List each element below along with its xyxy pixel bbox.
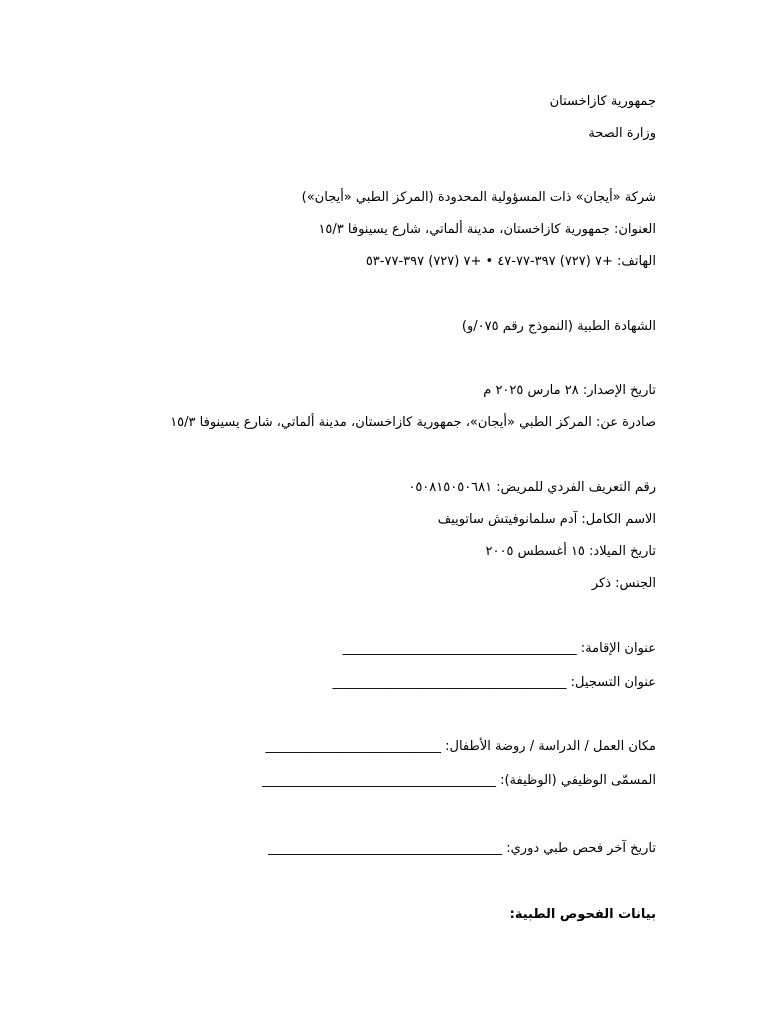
organization-phone: الهاتف: +٧ (٧٢٧) ٣٩٧-٧٧-٤٧ • +٧ (٧٢٧) ٣٩٧-٧٧-٥٣ (365, 254, 656, 269)
patient-birth-date: تاريخ الميلاد: ١٥ أغسطس ٢٠٠٥ (485, 544, 656, 559)
patient-gender: الجنس: ذكر (591, 576, 656, 591)
residence-address-field: عنوان الإقامة: ____________________________________ (342, 641, 656, 656)
workplace-field: مكان العمل / الدراسة / روضة الأطفال: ___________________________ (265, 739, 656, 754)
country-heading: جمهورية كازاخستان (549, 94, 656, 109)
ministry-heading: وزارة الصحة (588, 126, 656, 141)
medical-exams-heading: بيانات الفحوص الطبية: (509, 907, 656, 922)
patient-full-name: الاسم الكامل: آدم سلمانوفيتش ساتوييف (437, 512, 656, 527)
organization-address: العنوان: جمهورية كازاخستان، مدينة ألماتي، شارع يسينوفا ١٥/٣ (318, 222, 656, 237)
organization-name: شركة «أيجان» ذات المسؤولية المحدودة (المركز الطبي «أيجان») (301, 190, 656, 205)
issue-date: تاريخ الإصدار: ٢٨ مارس ٢٠٢٥ م (483, 383, 656, 398)
last-checkup-date-field: تاريخ آخر فحص طبي دوري: ____________________________________ (268, 841, 656, 856)
job-position-field: المسمّى الوظيفي (الوظيفة): ____________________________________ (261, 773, 656, 788)
patient-id: رقم التعريف الفردي للمريض: ٠٥٠٨١٥٠٥٠٦٨١ (408, 480, 656, 495)
registration-address-field: عنوان التسجيل: ____________________________________ (332, 675, 656, 690)
document-title: الشهادة الطبية (النموذج رقم ٠٧٥/و) (461, 319, 656, 334)
issued-by: صادرة عن: المركز الطبي «أيجان»، جمهورية كازاخستان، مدينة ألماتي، شارع يسينوفا ١٥/٣ (170, 415, 656, 430)
